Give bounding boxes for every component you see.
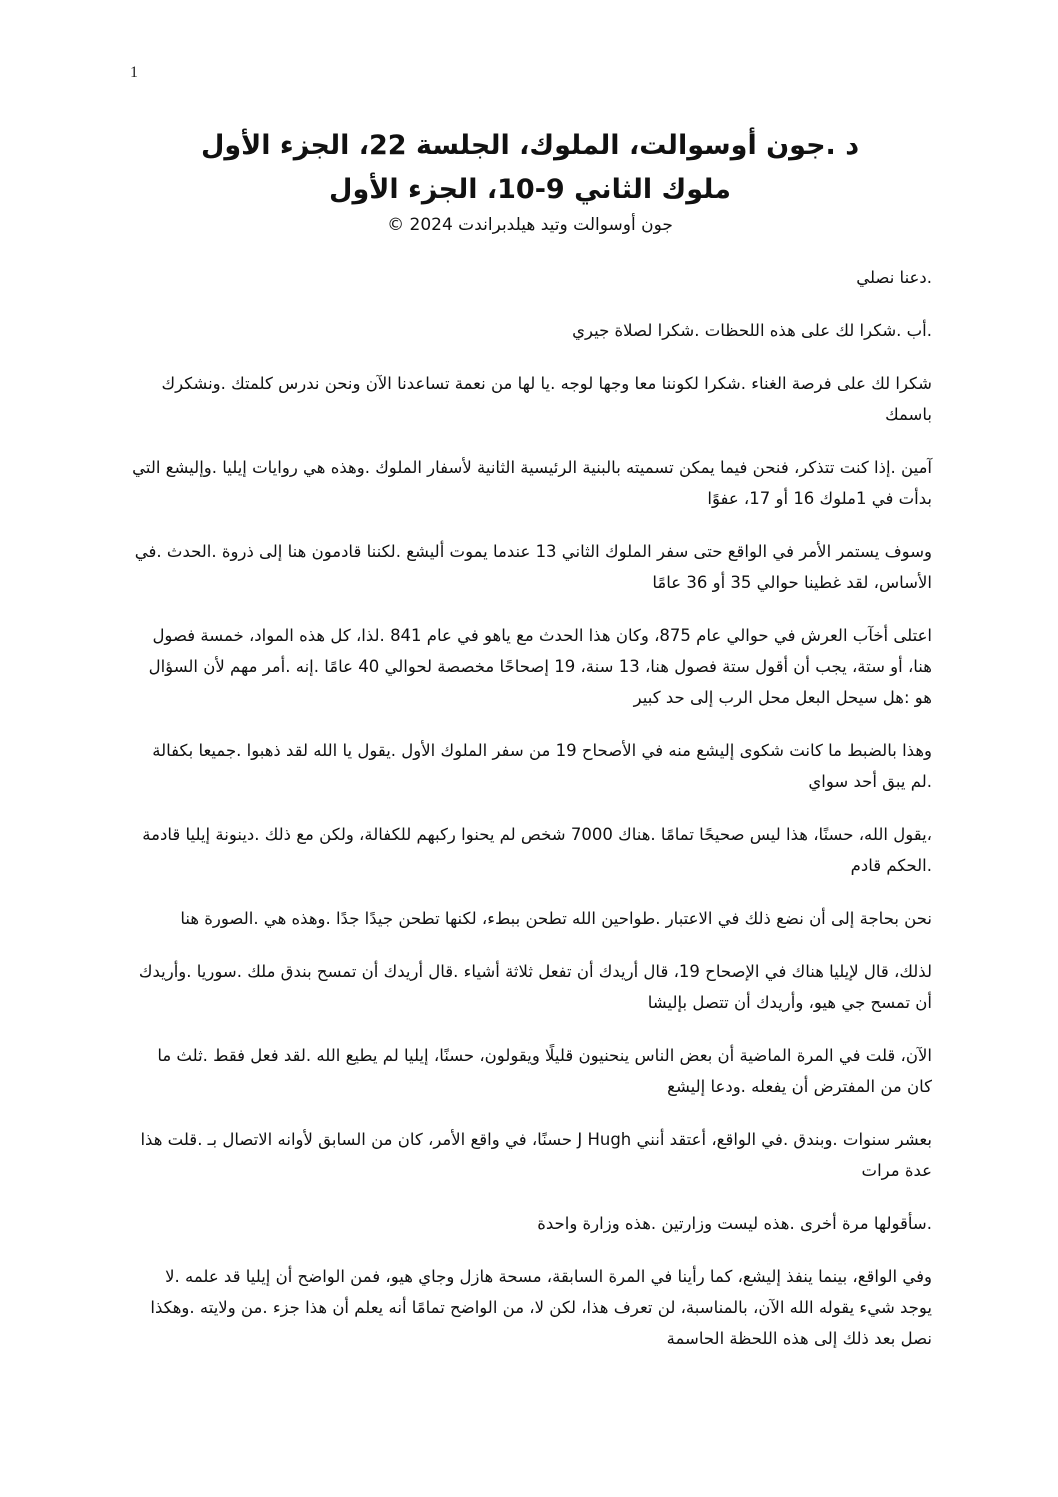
paragraph: وهذا بالضبط ما كانت شكوى إليشع منه في الأصحاح 19 من سفر الملوك الأول .يقول يا الله لقد ذهبوا .جميعا بكفالة .لم يبق أحد سواي bbox=[152, 741, 932, 791]
paragraph: آمين .إذا كنت تتذكر، فنحن فيما يمكن تسميته بالبنية الرئيسية الثانية لأسفار الملوك .وهذه هي روايات إيليا .وإليشع التي بدأت في 1ملوك 16 أو 17، عفوًا bbox=[132, 458, 932, 508]
paragraph: الآن، قلت في المرة الماضية أن بعض الناس ينحنيون قليلًا ويقولون، حسنًا، إيليا لم يطيع الله .لقد فعل فقط .ثلث ما كان من المفترض أن يفعله .ودعا إليشع bbox=[157, 1046, 932, 1096]
paragraph: وفي الواقع، بينما ينفذ إليشع، كما رأينا في المرة السابقة، مسحة هازل وجاي هيو، فمن الواضح أن إيليا قد علمه .لا يوجد شيء يقوله الله الآن، بالمناسبة، لن تعرف هذا، لكن لا، من الواضح تمامًا أنه يعلم أن هذا جزء .من ولايته .وهكذا نصل بعد ذلك إلى هذه اللحظة الحاسمة bbox=[150, 1267, 932, 1348]
paragraph: لذلك، قال لإيليا هناك في الإصحاح 19، قال أريدك أن تفعل ثلاثة أشياء .قال أريدك أن تمسح بندق ملك .سوريا .وأريدك أن تمسح جي هيو، وأريدك أن تتصل بإليشا bbox=[138, 962, 932, 1012]
paragraph: نحن بحاجة إلى أن نضع ذلك في الاعتبار .طواحين الله تطحن ببطء، لكنها تطحن جيدًا جدًا .وهذه هي .الصورة هنا bbox=[180, 909, 932, 928]
paragraph: ،يقول الله، حسنًا، هذا ليس صحيحًا تمامًا .هناك 7000 شخص لم يحنوا ركبهم للكفالة، ولكن مع ذلك .دينونة إيليا قادمة .الحكم قادم bbox=[142, 825, 932, 875]
title-line-2: ملوك الثاني 9-10، الجزء الأول bbox=[329, 174, 731, 205]
copyright-line: جون أوسوالت وتيد هيلدبراندت 2024 © bbox=[387, 215, 673, 235]
paragraph: بعشر سنوات .وبندق .في الواقع، أعتقد أنني J Hugh حسنًا، في واقع الأمر، كان من السابق لأوانه الاتصال بـ .قلت هذا عدة مرات bbox=[140, 1130, 932, 1180]
paragraph: .سأقولها مرة أخرى .هذه ليست وزارتين .هذه وزارة واحدة bbox=[537, 1214, 932, 1233]
title-line-1: د .جون أوسوالت، الملوك، الجلسة 22، الجزء الأول bbox=[200, 130, 860, 161]
paragraph: اعتلى أخآب العرش في حوالي عام 875، وكان هذا الحدث مع ياهو في عام 841 .لذا، كل هذه المواد، خمسة فصول هنا، أو ستة، يجب أن أقول ستة فصول هنا، 13 سنة، 19 إصحاحًا مخصصة لحوالي 40 عامًا .إنه .أمر مهم لأن السؤال هو :هل سيحل البعل محل الرب إلى حد كبير bbox=[148, 626, 932, 707]
document-header bbox=[130, 124, 930, 238]
paragraph: .أب .شكرا لك على هذه اللحظات .شكرا لصلاة جيري bbox=[572, 321, 932, 340]
document-body bbox=[132, 262, 932, 1376]
page-number: 1 bbox=[130, 64, 138, 81]
paragraph: شكرا لك على فرصة الغناء .شكرا لكوننا معا وجها لوجه .يا لها من نعمة تساعدنا الآن ونحن ندرس كلمتك .ونشكرك باسمك bbox=[161, 374, 932, 424]
paragraph: وسوف يستمر الأمر في الواقع حتى سفر الملوك الثاني 13 عندما يموت أليشع .لكننا قادمون هنا إلى ذروة .الحدث .في الأساس، لقد غطينا حوالي 35 أو 36 عامًا bbox=[134, 542, 932, 592]
paragraph: .دعنا نصلي bbox=[856, 268, 932, 287]
